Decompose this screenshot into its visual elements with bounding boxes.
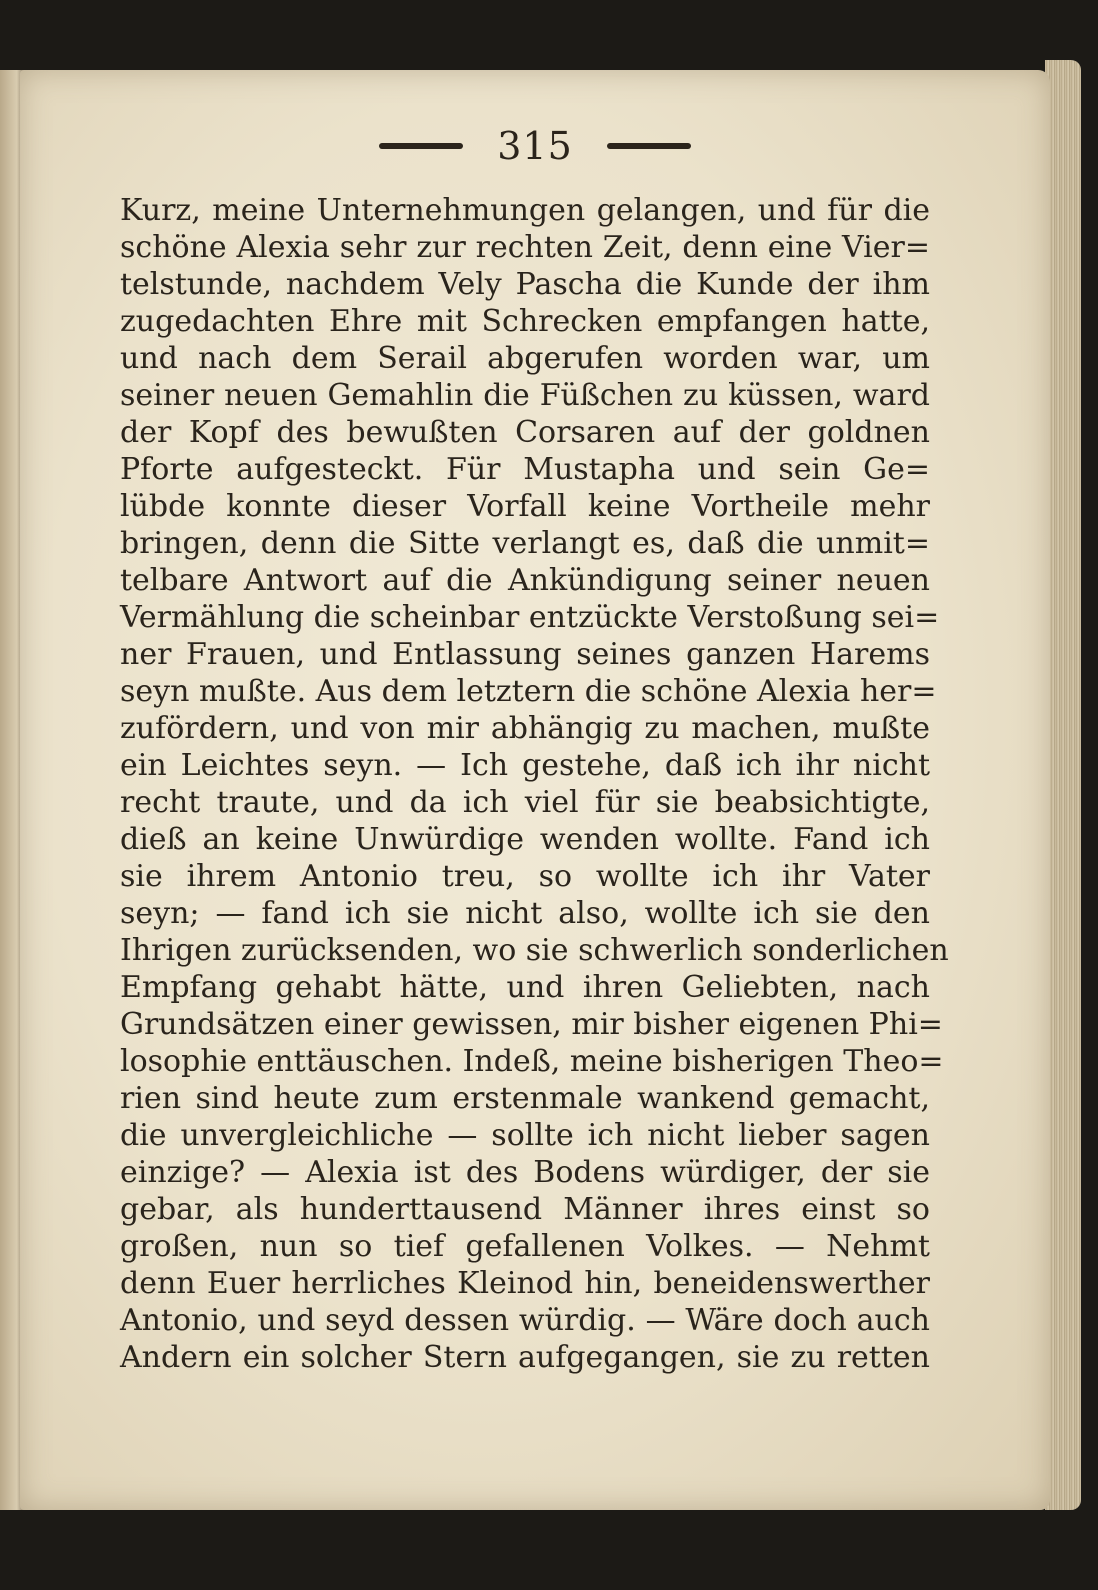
text-line: Andern ein solcher Stern aufgegangen, sie zu retten bbox=[120, 1340, 930, 1375]
text-line: großen, nun so tief gefallenen Volkes. — Nehmt bbox=[120, 1229, 930, 1264]
text-line: seyn mußte. Aus dem letztern die schöne Alexia her= bbox=[120, 674, 937, 709]
text-line: losophie enttäuschen. Indeß, meine bisherigen Theo= bbox=[120, 1044, 944, 1079]
page-header bbox=[20, 120, 1050, 172]
body-text bbox=[120, 192, 949, 1376]
header-rule-right bbox=[607, 143, 691, 149]
text-line: lübde konnte dieser Vorfall keine Vortheile mehr bbox=[120, 489, 930, 524]
text-line: der Kopf des bewußten Corsaren auf der goldnen bbox=[120, 415, 930, 450]
text-line: zufördern, und von mir abhängig zu machen, mußte bbox=[120, 711, 930, 746]
text-line: telstunde, nachdem Vely Pascha die Kunde der ihm bbox=[120, 267, 930, 302]
text-line: schöne Alexia sehr zur rechten Zeit, denn eine Vier= bbox=[120, 230, 930, 265]
text-line: telbare Antwort auf die Ankündigung seiner neuen bbox=[120, 563, 930, 598]
header-rule-left bbox=[379, 143, 463, 149]
page-stack-edge bbox=[1045, 60, 1081, 1510]
text-line: denn Euer herrliches Kleinod hin, beneidenswerther bbox=[120, 1266, 930, 1301]
text-line: dieß an keine Unwürdige wenden wollte. Fand ich bbox=[120, 822, 930, 857]
text-line: Vermählung die scheinbar entzückte Verstoßung sei= bbox=[120, 600, 940, 635]
text-line: Empfang gehabt hätte, und ihren Geliebten, nach bbox=[120, 970, 930, 1005]
text-line: Pforte aufgesteckt. Für Mustapha und sein Ge= bbox=[120, 452, 930, 487]
text-line: seyn; — fand ich sie nicht also, wollte ich sie den bbox=[120, 896, 930, 931]
text-line: gebar, als hunderttausend Männer ihres einst so bbox=[120, 1192, 930, 1227]
text-line: Grundsätzen einer gewissen, mir bisher eigenen Phi= bbox=[120, 1007, 943, 1042]
text-line: die unvergleichliche — sollte ich nicht lieber sagen bbox=[120, 1118, 930, 1153]
page-number: 315 bbox=[497, 124, 573, 168]
text-line: einzige? — Alexia ist des Bodens würdiger, der sie bbox=[120, 1155, 930, 1190]
text-line: zugedachten Ehre mit Schrecken empfangen hatte, bbox=[120, 304, 930, 339]
text-line: und nach dem Serail abgerufen worden war, um bbox=[120, 341, 930, 376]
text-line: sie ihrem Antonio treu, so wollte ich ihr Vater bbox=[120, 859, 930, 894]
text-line: recht traute, und da ich viel für sie beabsichtigte, bbox=[120, 785, 930, 820]
text-line: Ihrigen zurücksenden, wo sie schwerlich sonderlichen bbox=[120, 933, 949, 968]
text-line: rien sind heute zum erstenmale wankend gemacht, bbox=[120, 1081, 930, 1116]
text-line: Kurz, meine Unternehmungen gelangen, und für die bbox=[120, 193, 930, 228]
text-line: ner Frauen, und Entlassung seines ganzen Harems bbox=[120, 637, 930, 672]
text-line: Antonio, und seyd dessen würdig. — Wäre doch auch bbox=[120, 1303, 930, 1338]
text-line: bringen, denn die Sitte verlangt es, daß die unmit= bbox=[120, 526, 930, 561]
text-line: ein Leichtes seyn. — Ich gestehe, daß ich ihr nicht bbox=[120, 748, 930, 783]
text-line: seiner neuen Gemahlin die Füßchen zu küssen, ward bbox=[120, 378, 930, 413]
